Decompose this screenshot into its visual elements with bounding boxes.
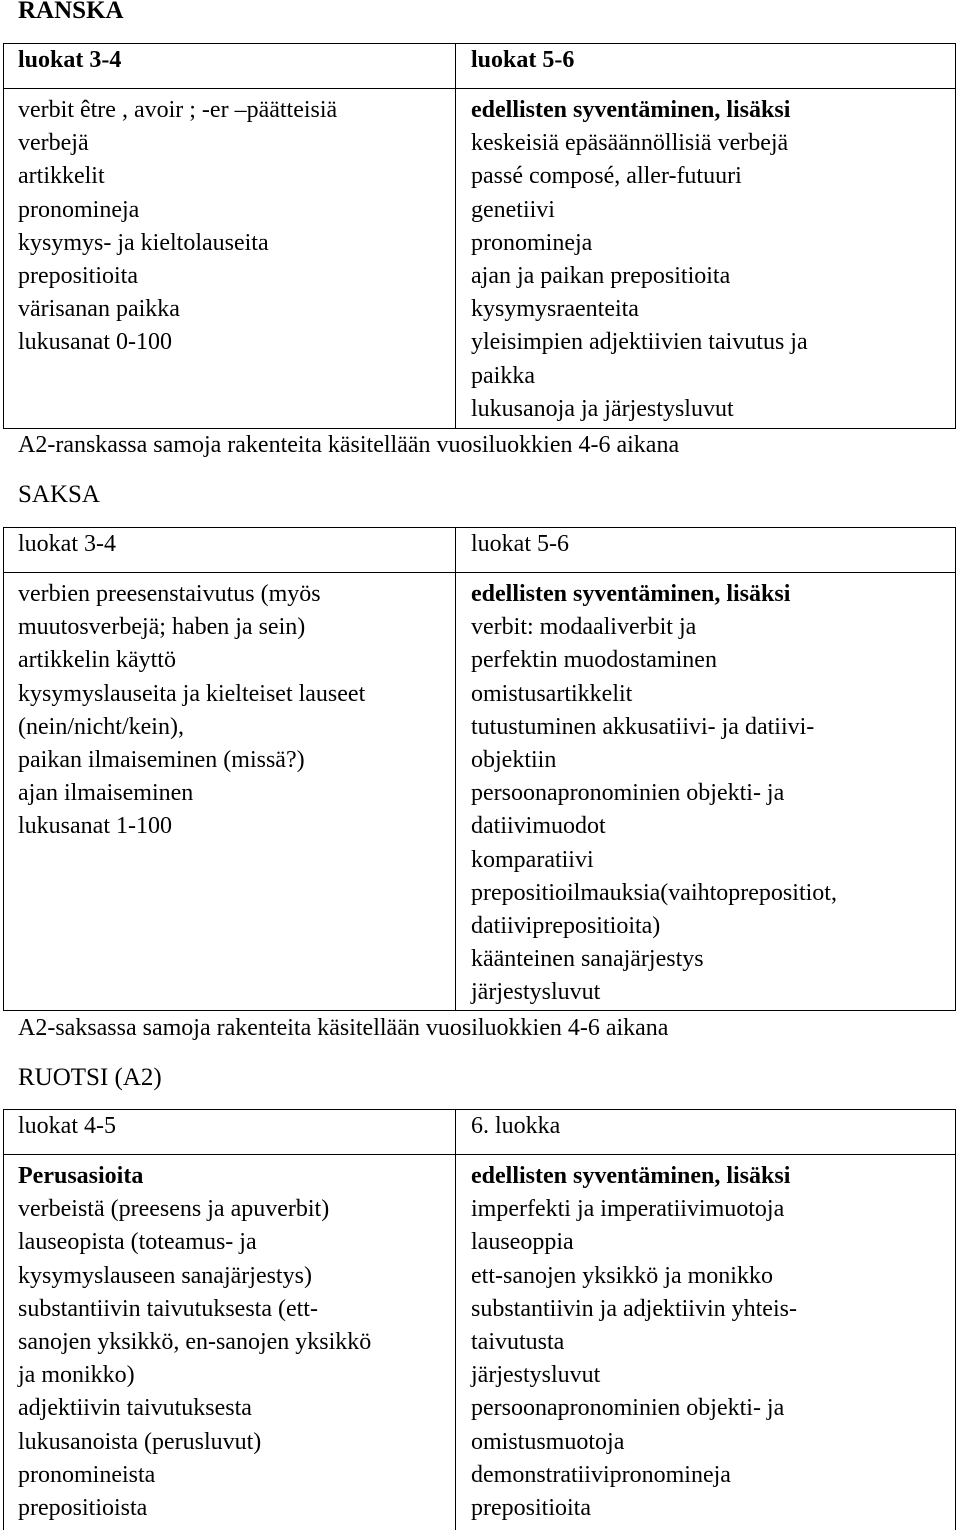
list-item: prepositioilmauksia(vaihtoprepositiot, xyxy=(471,879,837,906)
saksa-col1-list xyxy=(18,578,455,844)
list-item: verbit être , avoir ; -er –päätteisiä xyxy=(18,97,338,123)
saksa-col1-content xyxy=(4,573,456,1011)
list-item: lauseoppia xyxy=(471,1229,574,1256)
list-item: muutosverbejä; haben ja sein) xyxy=(18,614,306,641)
list-item: verbejä xyxy=(18,130,89,157)
list-item: kysymys- ja kieltolauseita xyxy=(18,229,269,256)
list-item: datiiviprepositioita) xyxy=(471,913,661,940)
saksa-note: A2-saksassa samoja rakenteita käsitellään vuosiluokkien 4-6 aikana xyxy=(18,1015,669,1041)
saksa-col2-list xyxy=(471,578,955,1010)
list-item: persoonapronominien objekti- ja xyxy=(471,780,785,807)
list-item: taivutusta xyxy=(471,1329,565,1356)
ruotsi-col2-list xyxy=(471,1160,955,1525)
ranska-title: RANSKA xyxy=(18,0,124,24)
list-item: yleisimpien adjektiivien taivutus ja xyxy=(471,329,808,356)
list-item: paikka xyxy=(471,362,535,389)
ruotsi-table xyxy=(3,1109,956,1530)
ranska-note: A2-ranskassa samoja rakenteita käsitellään vuosiluokkien 4-6 aikana xyxy=(18,432,680,458)
ranska-content-row xyxy=(4,89,956,429)
saksa-col2-lead: edellisten syventäminen, lisäksi xyxy=(471,581,791,607)
ruotsi-title: RUOTSI (A2) xyxy=(18,1064,162,1091)
list-item: adjektiivin taivutuksesta xyxy=(18,1395,252,1422)
list-item: omistusmuotoja xyxy=(471,1428,625,1455)
ruotsi-col1-header: luokat 4-5 xyxy=(4,1110,456,1155)
ruotsi-col1-list xyxy=(18,1160,455,1525)
ruotsi-header-row xyxy=(4,1110,956,1155)
saksa-header-row xyxy=(4,528,956,573)
list-item: sanojen yksikkö, en-sanojen yksikkö xyxy=(18,1329,372,1356)
list-item: tutustuminen akkusatiivi- ja datiivi- xyxy=(471,713,815,740)
ruotsi-col1-lead: Perusasioita xyxy=(18,1163,144,1189)
list-item: substantiivin taivutuksesta (ett- xyxy=(18,1295,318,1322)
list-item: pronomineja xyxy=(18,196,140,223)
list-item: prepositioita xyxy=(471,1495,591,1522)
list-item: artikkelit xyxy=(18,163,105,190)
ranska-table xyxy=(3,43,956,429)
ranska-col2-lead: edellisten syventäminen, lisäksi xyxy=(471,97,791,123)
ranska-col2-content xyxy=(456,89,956,429)
ranska-col2-header: luokat 5-6 xyxy=(456,44,956,89)
list-item: perfektin muodostaminen xyxy=(471,647,717,674)
list-item: datiivimuodot xyxy=(471,813,606,840)
list-item: (nein/nicht/kein), xyxy=(18,713,184,740)
list-item: keskeisiä epäsäännöllisiä verbejä xyxy=(471,130,789,157)
list-item: järjestysluvut xyxy=(471,1362,601,1389)
ranska-col1-content xyxy=(4,89,456,429)
ranska-col1-header: luokat 3-4 xyxy=(4,44,456,89)
list-item: verbit: modaaliverbit ja xyxy=(471,614,697,641)
list-item: pronomineja xyxy=(471,229,593,256)
list-item: omistusartikkelit xyxy=(471,680,633,707)
list-item: lukusanat 1-100 xyxy=(18,813,172,840)
saksa-col2-content xyxy=(456,573,956,1011)
list-item: substantiivin ja adjektiivin yhteis- xyxy=(471,1295,797,1322)
list-item: kysymysraenteita xyxy=(471,296,639,323)
list-item: lauseopista (toteamus- ja xyxy=(18,1229,257,1256)
list-item: kysymyslauseita ja kielteiset lauseet xyxy=(18,680,366,707)
list-item: prepositioista xyxy=(18,1495,148,1522)
saksa-col1-header: luokat 3-4 xyxy=(4,528,456,573)
list-item: passé composé, aller-futuuri xyxy=(471,163,742,190)
list-item: artikkelin käyttö xyxy=(18,647,176,674)
list-item: imperfekti ja imperatiivimuotoja xyxy=(471,1196,785,1223)
list-item: persoonapronominien objekti- ja xyxy=(471,1395,785,1422)
list-item: lukusanat 0-100 xyxy=(18,329,172,356)
list-item: ja monikko) xyxy=(18,1362,135,1389)
list-item: verbeistä (preesens ja apuverbit) xyxy=(18,1196,330,1223)
list-item: prepositioita xyxy=(18,263,138,290)
ranska-col2-list xyxy=(471,94,955,426)
list-item: objektiin xyxy=(471,747,557,774)
list-item: kysymyslauseen sanajärjestys) xyxy=(18,1262,312,1289)
list-item: ajan ilmaiseminen xyxy=(18,780,194,807)
saksa-content-row xyxy=(4,573,956,1011)
list-item: verbien preesenstaivutus (myös xyxy=(18,581,321,607)
list-item: paikan ilmaiseminen (missä?) xyxy=(18,747,305,774)
list-item: järjestysluvut xyxy=(471,979,601,1006)
saksa-col2-header: luokat 5-6 xyxy=(456,528,956,573)
ranska-header-row xyxy=(4,44,956,89)
ruotsi-col2-content xyxy=(456,1155,956,1531)
ruotsi-content-row xyxy=(4,1155,956,1531)
list-item: pronomineista xyxy=(18,1461,156,1488)
list-item: ett-sanojen yksikkö ja monikko xyxy=(471,1262,773,1289)
ruotsi-col2-header: 6. luokka xyxy=(456,1110,956,1155)
list-item: ajan ja paikan prepositioita xyxy=(471,263,731,290)
ruotsi-col1-content xyxy=(4,1155,456,1531)
saksa-table xyxy=(3,527,956,1011)
list-item: värisanan paikka xyxy=(18,296,180,323)
saksa-title: SAKSA xyxy=(18,481,100,508)
list-item: komparatiivi xyxy=(471,846,594,873)
list-item: käänteinen sanajärjestys xyxy=(471,946,704,973)
list-item: demonstratiivipronomineja xyxy=(471,1461,731,1488)
ranska-col1-list xyxy=(18,94,455,360)
list-item: genetiivi xyxy=(471,196,555,223)
list-item: lukusanoja ja järjestysluvut xyxy=(471,395,734,422)
ruotsi-col2-lead: edellisten syventäminen, lisäksi xyxy=(471,1163,791,1189)
list-item: lukusanoista (perusluvut) xyxy=(18,1428,262,1455)
